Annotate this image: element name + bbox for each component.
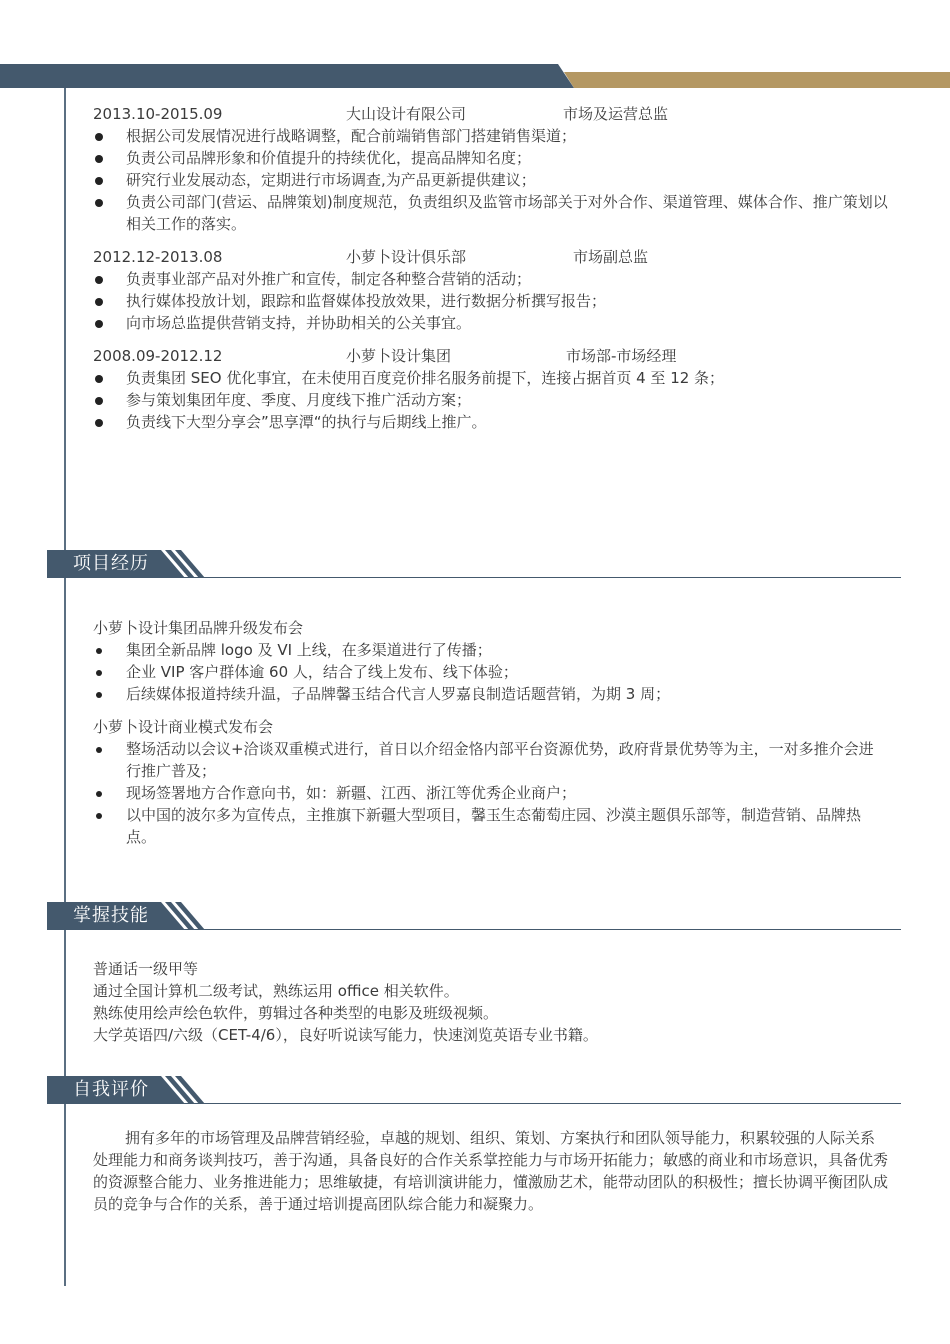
work-title: 市场部-市场经理 bbox=[566, 347, 677, 365]
project-entry bbox=[93, 617, 888, 705]
work-duties bbox=[93, 268, 888, 334]
list-item: 现场签署地方合作意向书，如：新疆、江西、浙江等优秀企业商户； bbox=[93, 782, 888, 804]
list-item: 研究行业发展动态，定期进行市场调查,为产品更新提供建议； bbox=[93, 169, 888, 191]
section-title: 自我评价 bbox=[73, 1079, 149, 1100]
skills-list bbox=[93, 958, 888, 1046]
work-entry bbox=[93, 103, 888, 235]
work-company: 大山设计有限公司 bbox=[346, 105, 467, 123]
skill-item: 熟练使用绘声绘色软件，剪辑过各种类型的电影及班级视频。 bbox=[93, 1004, 499, 1022]
timeline-line bbox=[64, 88, 66, 1286]
section-title: 掌握技能 bbox=[73, 905, 149, 926]
project-entry bbox=[93, 716, 888, 848]
list-item: 以中国的波尔多为宣传点，主推旗下新疆大型项目，馨玉生态葡萄庄园、沙漠主题俱乐部等，制造营销、品牌热点。 bbox=[93, 804, 888, 848]
list-item: 参与策划集团年度、季度、月度线下推广活动方案； bbox=[93, 389, 888, 411]
work-entry-header bbox=[93, 246, 888, 268]
work-period: 2013.10-2015.09 bbox=[93, 105, 223, 123]
project-points bbox=[93, 639, 888, 705]
section-title: 项目经历 bbox=[73, 553, 149, 574]
work-title: 市场副总监 bbox=[573, 248, 649, 266]
list-item: 负责事业部产品对外推广和宣传，制定各种整合营销的活动； bbox=[93, 268, 888, 290]
work-duties bbox=[93, 125, 888, 235]
list-item: 负责线下大型分享会”思享潭“的执行与后期线上推广。 bbox=[93, 411, 888, 433]
project-name: 小萝卜设计商业模式发布会 bbox=[93, 718, 274, 736]
header-band bbox=[0, 64, 950, 88]
work-entry bbox=[93, 246, 888, 334]
work-period: 2012.12-2013.08 bbox=[93, 248, 223, 266]
work-title: 市场及运营总监 bbox=[563, 105, 669, 123]
project-points bbox=[93, 738, 888, 848]
section-header-self bbox=[47, 1076, 901, 1104]
project-name: 小萝卜设计集团品牌升级发布会 bbox=[93, 619, 304, 637]
work-entry-header bbox=[93, 345, 888, 367]
list-item: 执行媒体投放计划，跟踪和监督媒体投放效果，进行数据分析撰写报告； bbox=[93, 290, 888, 312]
section-header-projects bbox=[47, 550, 901, 578]
self-evaluation-text: 拥有多年的市场管理及品牌营销经验，卓越的规划、组织、策划、方案执行和团队领导能力，积累较强的人际关系处理能力和商务谈判技巧，善于沟通，具备良好的合作关系掌控能力与市场开拓能力；敏感的商业和市场意识，具备优秀的资源整合能力、业务推进能力；思维敏捷，有培训演讲能力，懂激励艺术，能带动团队的积极性；擅长协调平衡团队成员的竞争与合作的关系，善于通过培训提高团队综合能力和凝聚力。 bbox=[93, 1129, 889, 1213]
section-header-skills bbox=[47, 902, 901, 930]
list-item: 向市场总监提供营销支持，并协助相关的公关事宜。 bbox=[93, 312, 888, 334]
header-band-navy bbox=[0, 64, 574, 88]
skill-item: 通过全国计算机二级考试，熟练运用 office 相关软件。 bbox=[93, 982, 459, 1000]
list-item: 集团全新品牌 logo 及 VI 上线，在多渠道进行了传播； bbox=[93, 639, 888, 661]
list-item: 企业 VIP 客户群体逾 60 人，结合了线上发布、线下体验； bbox=[93, 661, 888, 683]
header-band-gold bbox=[564, 72, 950, 88]
list-item: 根据公司发展情况进行战略调整，配合前端销售部门搭建销售渠道； bbox=[93, 125, 888, 147]
skill-item: 大学英语四/六级（CET-4/6），良好听说读写能力，快速浏览英语专业书籍。 bbox=[93, 1026, 598, 1044]
work-entry-header bbox=[93, 103, 888, 125]
list-item: 后续媒体报道持续升温，子品牌馨玉结合代言人罗嘉良制造话题营销，为期 3 周； bbox=[93, 683, 888, 705]
work-company: 小萝卜设计俱乐部 bbox=[346, 248, 467, 266]
work-company: 小萝卜设计集团 bbox=[346, 347, 452, 365]
section-divider bbox=[47, 1103, 901, 1104]
work-entry bbox=[93, 345, 888, 433]
work-period: 2008.09-2012.12 bbox=[93, 347, 223, 365]
work-duties bbox=[93, 367, 888, 433]
list-item: 负责公司部门(营运、品牌策划)制度规范，负责组织及监管市场部关于对外合作、渠道管理、媒体合作、推广策划以相关工作的落实。 bbox=[93, 191, 888, 235]
section-divider bbox=[47, 577, 901, 578]
list-item: 负责公司品牌形象和价值提升的持续优化，提高品牌知名度； bbox=[93, 147, 888, 169]
list-item: 整场活动以会议+洽谈双重模式进行，首日以介绍金恪内部平台资源优势，政府背景优势等为主，一对多推介会进行推广普及； bbox=[93, 738, 888, 782]
skill-item: 普通话一级甲等 bbox=[93, 960, 199, 978]
section-divider bbox=[47, 929, 901, 930]
list-item: 负责集团 SEO 优化事宜，在未使用百度竞价排名服务前提下，连接占据首页 4 至 12 条； bbox=[93, 367, 888, 389]
